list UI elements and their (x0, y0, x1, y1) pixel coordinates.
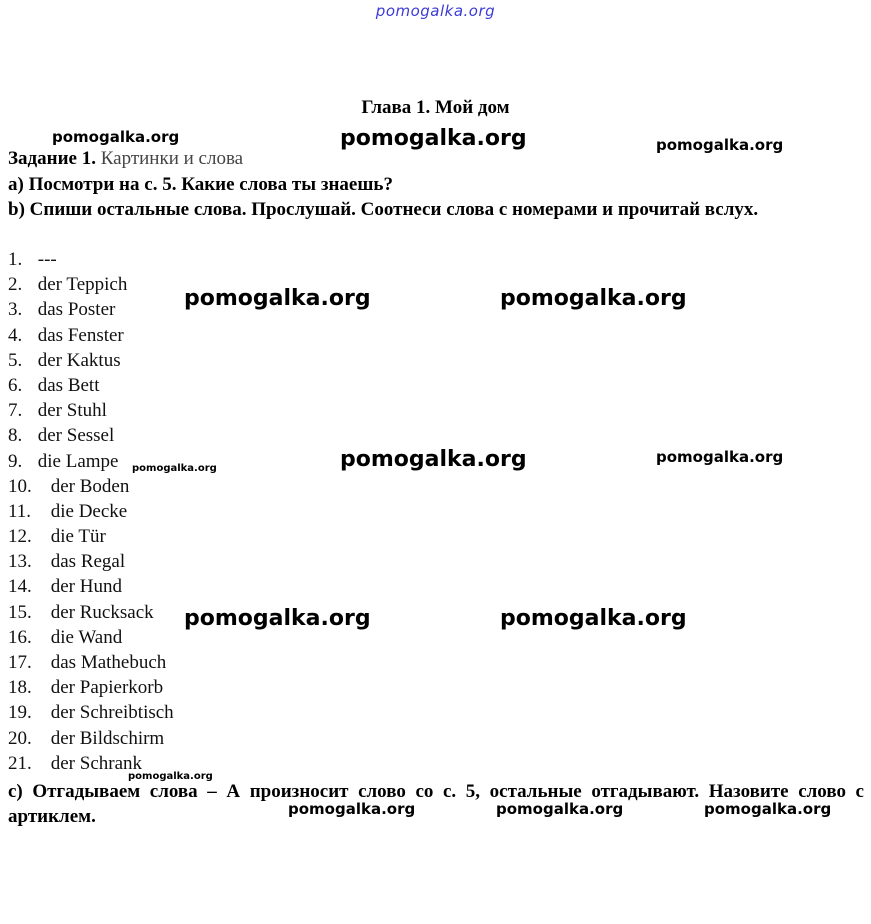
watermark: pomogalka.org (704, 800, 832, 818)
list-item: 15. der Rucksack (8, 601, 154, 623)
watermark: pomogalka.org (288, 800, 416, 818)
list-item: 13. das Regal (8, 551, 126, 573)
task-part-b: b) Спиши остальные слова. Прослушай. Соотнеси слова с номерами и прочитай вслух. (8, 199, 759, 220)
list-item: 17. das Mathebuch (8, 652, 167, 673)
watermark: pomogalka.org (500, 606, 687, 631)
word-list (8, 247, 174, 776)
watermark: pomogalka.org (340, 126, 527, 151)
task-name: Картинки и слова (100, 148, 244, 169)
watermark: pomogalka.org (132, 463, 217, 474)
list-item: 2. der Teppich (8, 274, 128, 296)
task-label: Задание 1. (8, 148, 96, 169)
list-item: 20. der Bildschirm (8, 727, 165, 749)
watermark: pomogalka.org (128, 771, 213, 782)
list-item: 1. --- (8, 249, 57, 270)
list-item: 9. die Lampe (8, 450, 119, 472)
watermark: pomogalka.org (184, 606, 371, 631)
list-item: 21. der Schrank (8, 752, 143, 774)
list-item: 19. der Schreibtisch (8, 702, 174, 724)
list-item: 14. der Hund (8, 576, 122, 598)
watermark: pomogalka.org (496, 800, 624, 818)
watermark: pomogalka.org (656, 136, 784, 154)
list-item: 6. das Bett (8, 374, 100, 396)
list-item: 8. der Sessel (8, 425, 115, 447)
list-item: 10. der Boden (8, 475, 130, 497)
task-part-a: а) Посмотри на с. 5. Какие слова ты знаешь? (8, 174, 393, 195)
list-item: 4. das Fenster (8, 324, 124, 346)
list-item: 11. die Decke (8, 500, 128, 522)
task-part-c: с) Отгадываем слова – А произносит слово со с. 5, остальные отгадывают. Назовите слово с артиклем. (8, 781, 864, 827)
watermark: pomogalka.org (656, 448, 784, 466)
watermark: pomogalka.org (340, 447, 527, 472)
list-item: 18. der Papierkorb (8, 677, 164, 699)
watermark: pomogalka.org (500, 286, 687, 311)
list-item: 16. die Wand (8, 626, 123, 648)
list-item: 5. der Kaktus (8, 349, 121, 371)
list-item: 3. das Poster (8, 299, 116, 321)
site-header-watermark: pomogalka.org (375, 2, 496, 20)
chapter-title: Глава 1. Мой дом (361, 97, 510, 118)
watermark: pomogalka.org (184, 286, 371, 311)
watermark: pomogalka.org (52, 128, 180, 146)
list-item: 12. die Tür (8, 526, 106, 548)
list-item: 7. der Stuhl (8, 400, 107, 422)
